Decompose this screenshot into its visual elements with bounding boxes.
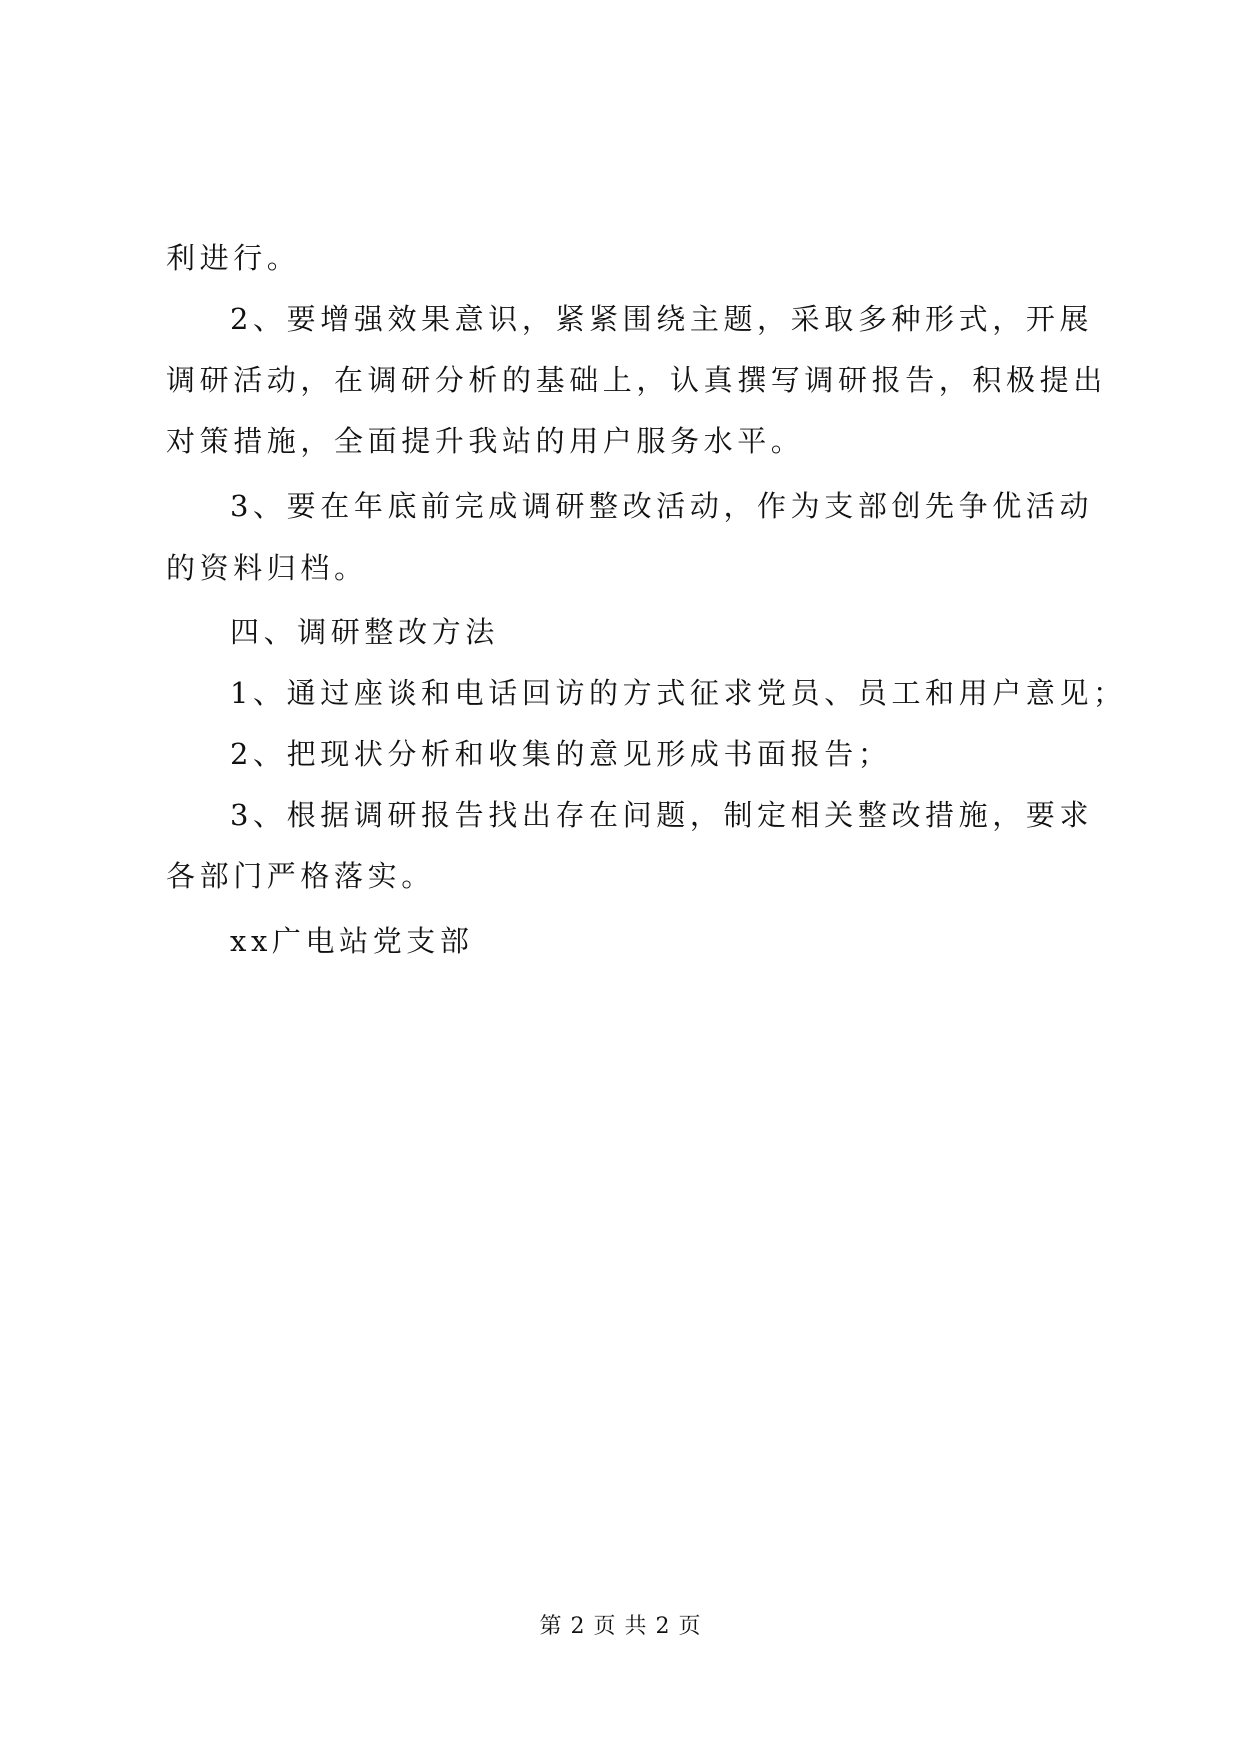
paragraph-line: 3、要在年底前完成调研整改活动，作为支部创先争优活动 [230,489,1094,523]
section-heading: 四、调研整改方法 [230,615,499,649]
paragraph-line: 的资料归档。 [166,551,368,585]
list-item: 3、根据调研报告找出存在问题，制定相关整改措施，要求 [230,798,1094,832]
list-item: 2、把现状分析和收集的意见形成书面报告； [230,737,892,771]
paragraph-line: 利进行。 [166,241,301,275]
paragraph-line: 调研活动，在调研分析的基础上，认真撰写调研报告，积极提出 [166,363,1107,397]
paragraph-line: 2、要增强效果意识，紧紧围绕主题，采取多种形式，开展 [230,302,1094,336]
paragraph-line: 对策措施，全面提升我站的用户服务水平。 [166,424,805,458]
paragraph-line: 各部门严格落实。 [166,859,435,893]
signature-line: xx广电站党支部 [230,924,474,958]
list-item: 1、通过座谈和电话回访的方式征求党员、员工和用户意见； [230,676,1127,710]
page-number-footer: 第 2 页 共 2 页 [539,1614,702,1639]
